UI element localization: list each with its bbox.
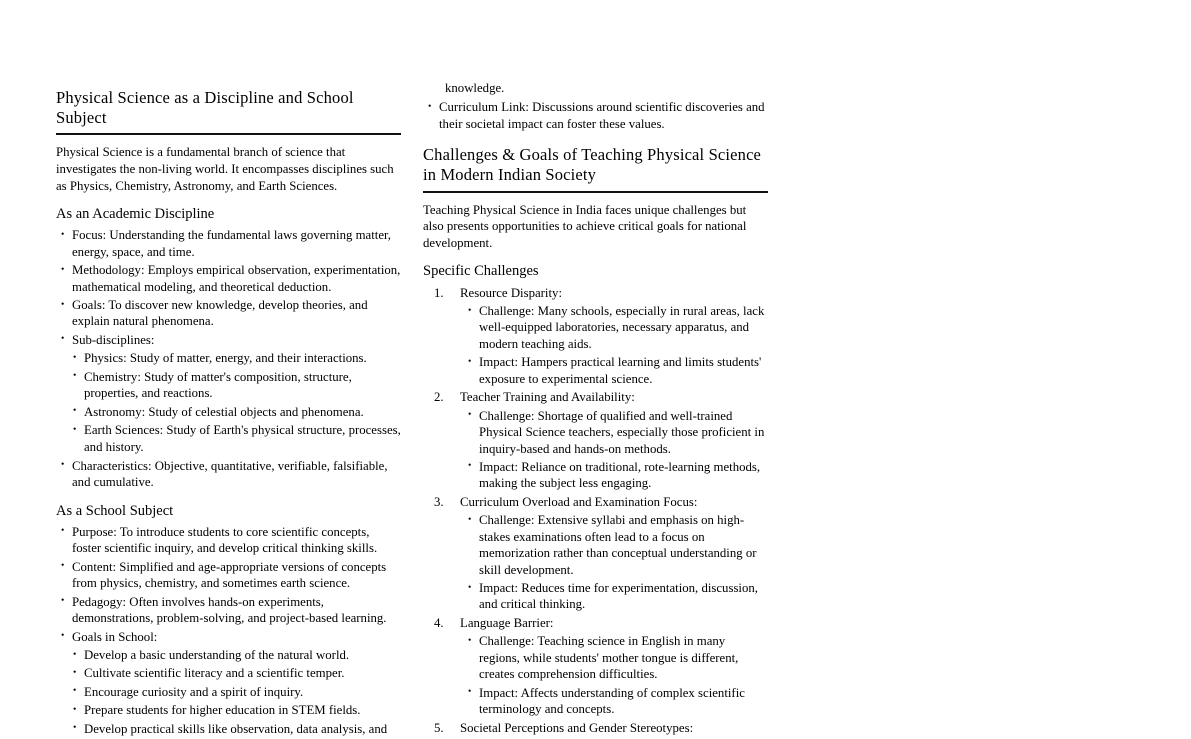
list-item: • Methodology: Employs empirical observation, experimentation, mathematical modeling, and theoretical deduction.: [61, 262, 401, 295]
challenge-title: Language Barrier:: [460, 615, 554, 630]
spacer: [423, 134, 768, 145]
list-item: • Develop a basic understanding of the natural world.: [73, 647, 401, 663]
list-item: • Prepare students for higher education in STEM fields.: [73, 702, 401, 718]
list-item: • Challenge: Teaching science in English in many regions, while students' mother tongue is different, creates comprehension difficulties.: [468, 633, 768, 682]
subheading-school-subject: As a School Subject: [56, 502, 174, 519]
numbered-list-item: [434, 494, 768, 613]
list-item: • Characteristics: Objective, quantitative, verifiable, falsifiable, and cumulative.: [61, 458, 401, 491]
continued-text-fragment: knowledge.: [445, 81, 505, 95]
list-item: • Goals in School:: [61, 629, 401, 645]
subheading-specific-challenges: Specific Challenges: [423, 263, 539, 280]
list-item: • Focus: Understanding the fundamental laws governing matter, energy, space, and time.: [61, 227, 401, 260]
list-item: • Challenge: Shortage of qualified and well-trained Physical Science teachers, especially those proficient in inquiry-based and hands-on methods.: [468, 408, 768, 457]
challenge-title: Societal Perceptions and Gender Stereotypes:: [460, 720, 694, 735]
list-item: • Impact: Hampers practical learning and limits students' exposure to experimental science.: [468, 354, 768, 387]
right-column-heading: Challenges & Goals of Teaching Physical Science in Modern Indian Society: [423, 145, 768, 192]
school-goals-list: [56, 647, 401, 737]
list-item: • Earth Sciences: Study of Earth's physical structure, processes, and history.: [73, 422, 401, 455]
challenge-points: [460, 303, 768, 387]
list-item: • Impact: Reduces time for experimentation, discussion, and critical thinking.: [468, 580, 768, 613]
right-column-intro-paragraph: Teaching Physical Science in India faces unique challenges but also presents opportunities to achieve critical goals for national development.: [423, 202, 747, 250]
continued-bullet-list: [423, 99, 768, 132]
list-item: • Curriculum Link: Discussions around scientific discoveries and their societal impact can foster these values.: [428, 99, 768, 132]
numbered-list-item: [434, 285, 768, 388]
list-item: • Purpose: To introduce students to core scientific concepts, foster scientific inquiry, and develop critical thinking skills.: [61, 524, 401, 557]
list-item: • Content: Simplified and age-appropriate versions of concepts from physics, chemistry, and sometimes earth science.: [61, 559, 401, 592]
sub-disciplines-list: [56, 350, 401, 455]
numbered-list-item: [434, 720, 768, 736]
list-item: • Sub-disciplines:: [61, 332, 401, 348]
right-column: [423, 80, 768, 737]
left-column-heading: Physical Science as a Discipline and School Subject: [56, 88, 401, 135]
list-item: • Develop practical skills like observation, data analysis, and: [73, 721, 401, 737]
challenge-points: [460, 408, 768, 492]
challenge-title: Teacher Training and Availability:: [460, 390, 635, 405]
challenge-points: [460, 512, 768, 613]
list-item: • Astronomy: Study of celestial objects and phenomena.: [73, 404, 401, 420]
list-item: • Challenge: Extensive syllabi and emphasis on high-stakes examinations often lead to a focus on memorization rather than conceptual understanding or skill development.: [468, 512, 768, 578]
left-column: [56, 88, 401, 739]
challenges-numbered-list: [423, 285, 768, 736]
characteristics-list: [56, 458, 401, 491]
numbered-list-item: [434, 615, 768, 718]
subheading-academic-discipline: As an Academic Discipline: [56, 206, 215, 223]
list-item: • Impact: Affects understanding of complex scientific terminology and concepts.: [468, 685, 768, 718]
list-item: • Goals: To discover new knowledge, develop theories, and explain natural phenomena.: [61, 297, 401, 330]
list-item: • Challenge: Many schools, especially in rural areas, lack well-equipped laboratories, necessary apparatus, and modern teaching aids.: [468, 303, 768, 352]
list-item: • Encourage curiosity and a spirit of inquiry.: [73, 684, 401, 700]
academic-discipline-list: [56, 227, 401, 348]
list-item: • Pedagogy: Often involves hands-on experiments, demonstrations, problem-solving, and project-based learning.: [61, 594, 401, 627]
list-item: • Impact: Reliance on traditional, rote-learning methods, making the subject less engaging.: [468, 459, 768, 492]
list-item: • Chemistry: Study of matter's composition, structure, properties, and reactions.: [73, 369, 401, 402]
challenge-title: Curriculum Overload and Examination Focus:: [460, 494, 698, 509]
left-column-intro-paragraph: Physical Science is a fundamental branch of science that investigates the non-living world. It encompasses disciplines such as Physics, Chemistry, Astronomy, and Earth Sciences.: [56, 145, 394, 193]
challenge-title: Resource Disparity:: [460, 285, 562, 300]
school-subject-list: [56, 524, 401, 645]
challenge-points: [460, 633, 768, 717]
numbered-list-item: [434, 389, 768, 492]
two-column-layout: [56, 81, 768, 739]
list-item: • Cultivate scientific literacy and a scientific temper.: [73, 665, 401, 681]
list-item: • Physics: Study of matter, energy, and their interactions.: [73, 350, 401, 366]
